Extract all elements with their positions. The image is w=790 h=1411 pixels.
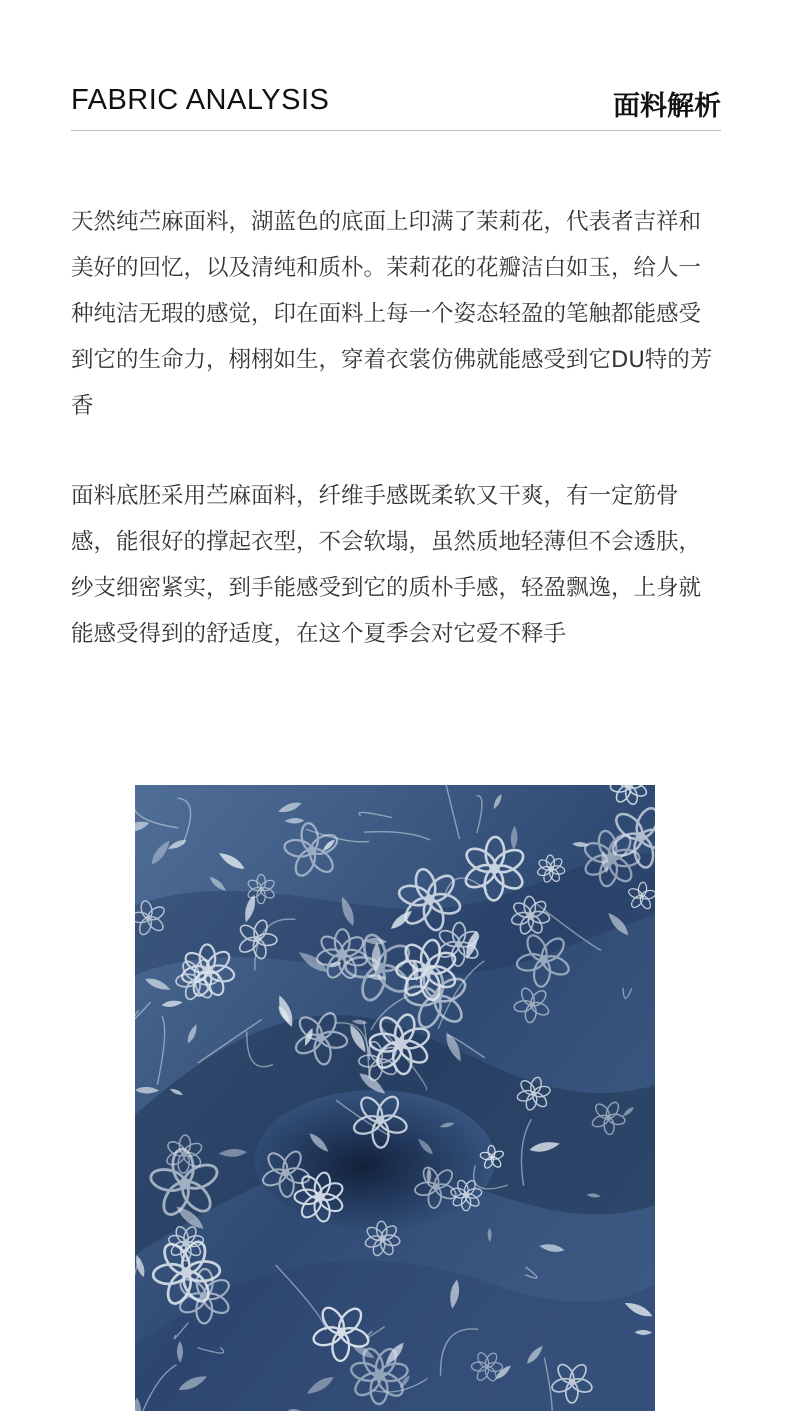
section-title-chinese: 面料解析 xyxy=(613,91,721,122)
fabric-description-paragraph: 天然纯苎麻面料，湖蓝色的底面上印满了茉莉花，代表者吉祥和美好的回忆，以及清纯和质朴。茉莉花的花瓣洁白如玉，给人一种纯洁无瑕的感觉，印在面料上每一个姿态轻盈的笔触都能感受到它的生命力，栩栩如生，穿着衣裳仿佛就能感受到它DU特的芳香 xyxy=(71,209,713,419)
section-header xyxy=(71,80,721,131)
fabric-feel-paragraph: 面料底胚采用苎麻面料，纤维手感既柔软又干爽，有一定筋骨感，能很好的撑起衣型，不会软塌，虽然质地轻薄但不会透肤，纱支细密紧实，到手能感受到它的质朴手感，轻盈飘逸，上身就能感受得到的舒适度，在这个夏季会对它爱不释手 xyxy=(71,483,702,647)
fabric-pattern-illustration xyxy=(135,785,655,1411)
section-title-english: FABRIC ANALYSIS xyxy=(71,84,330,116)
fabric-closeup-photo xyxy=(135,785,655,1411)
